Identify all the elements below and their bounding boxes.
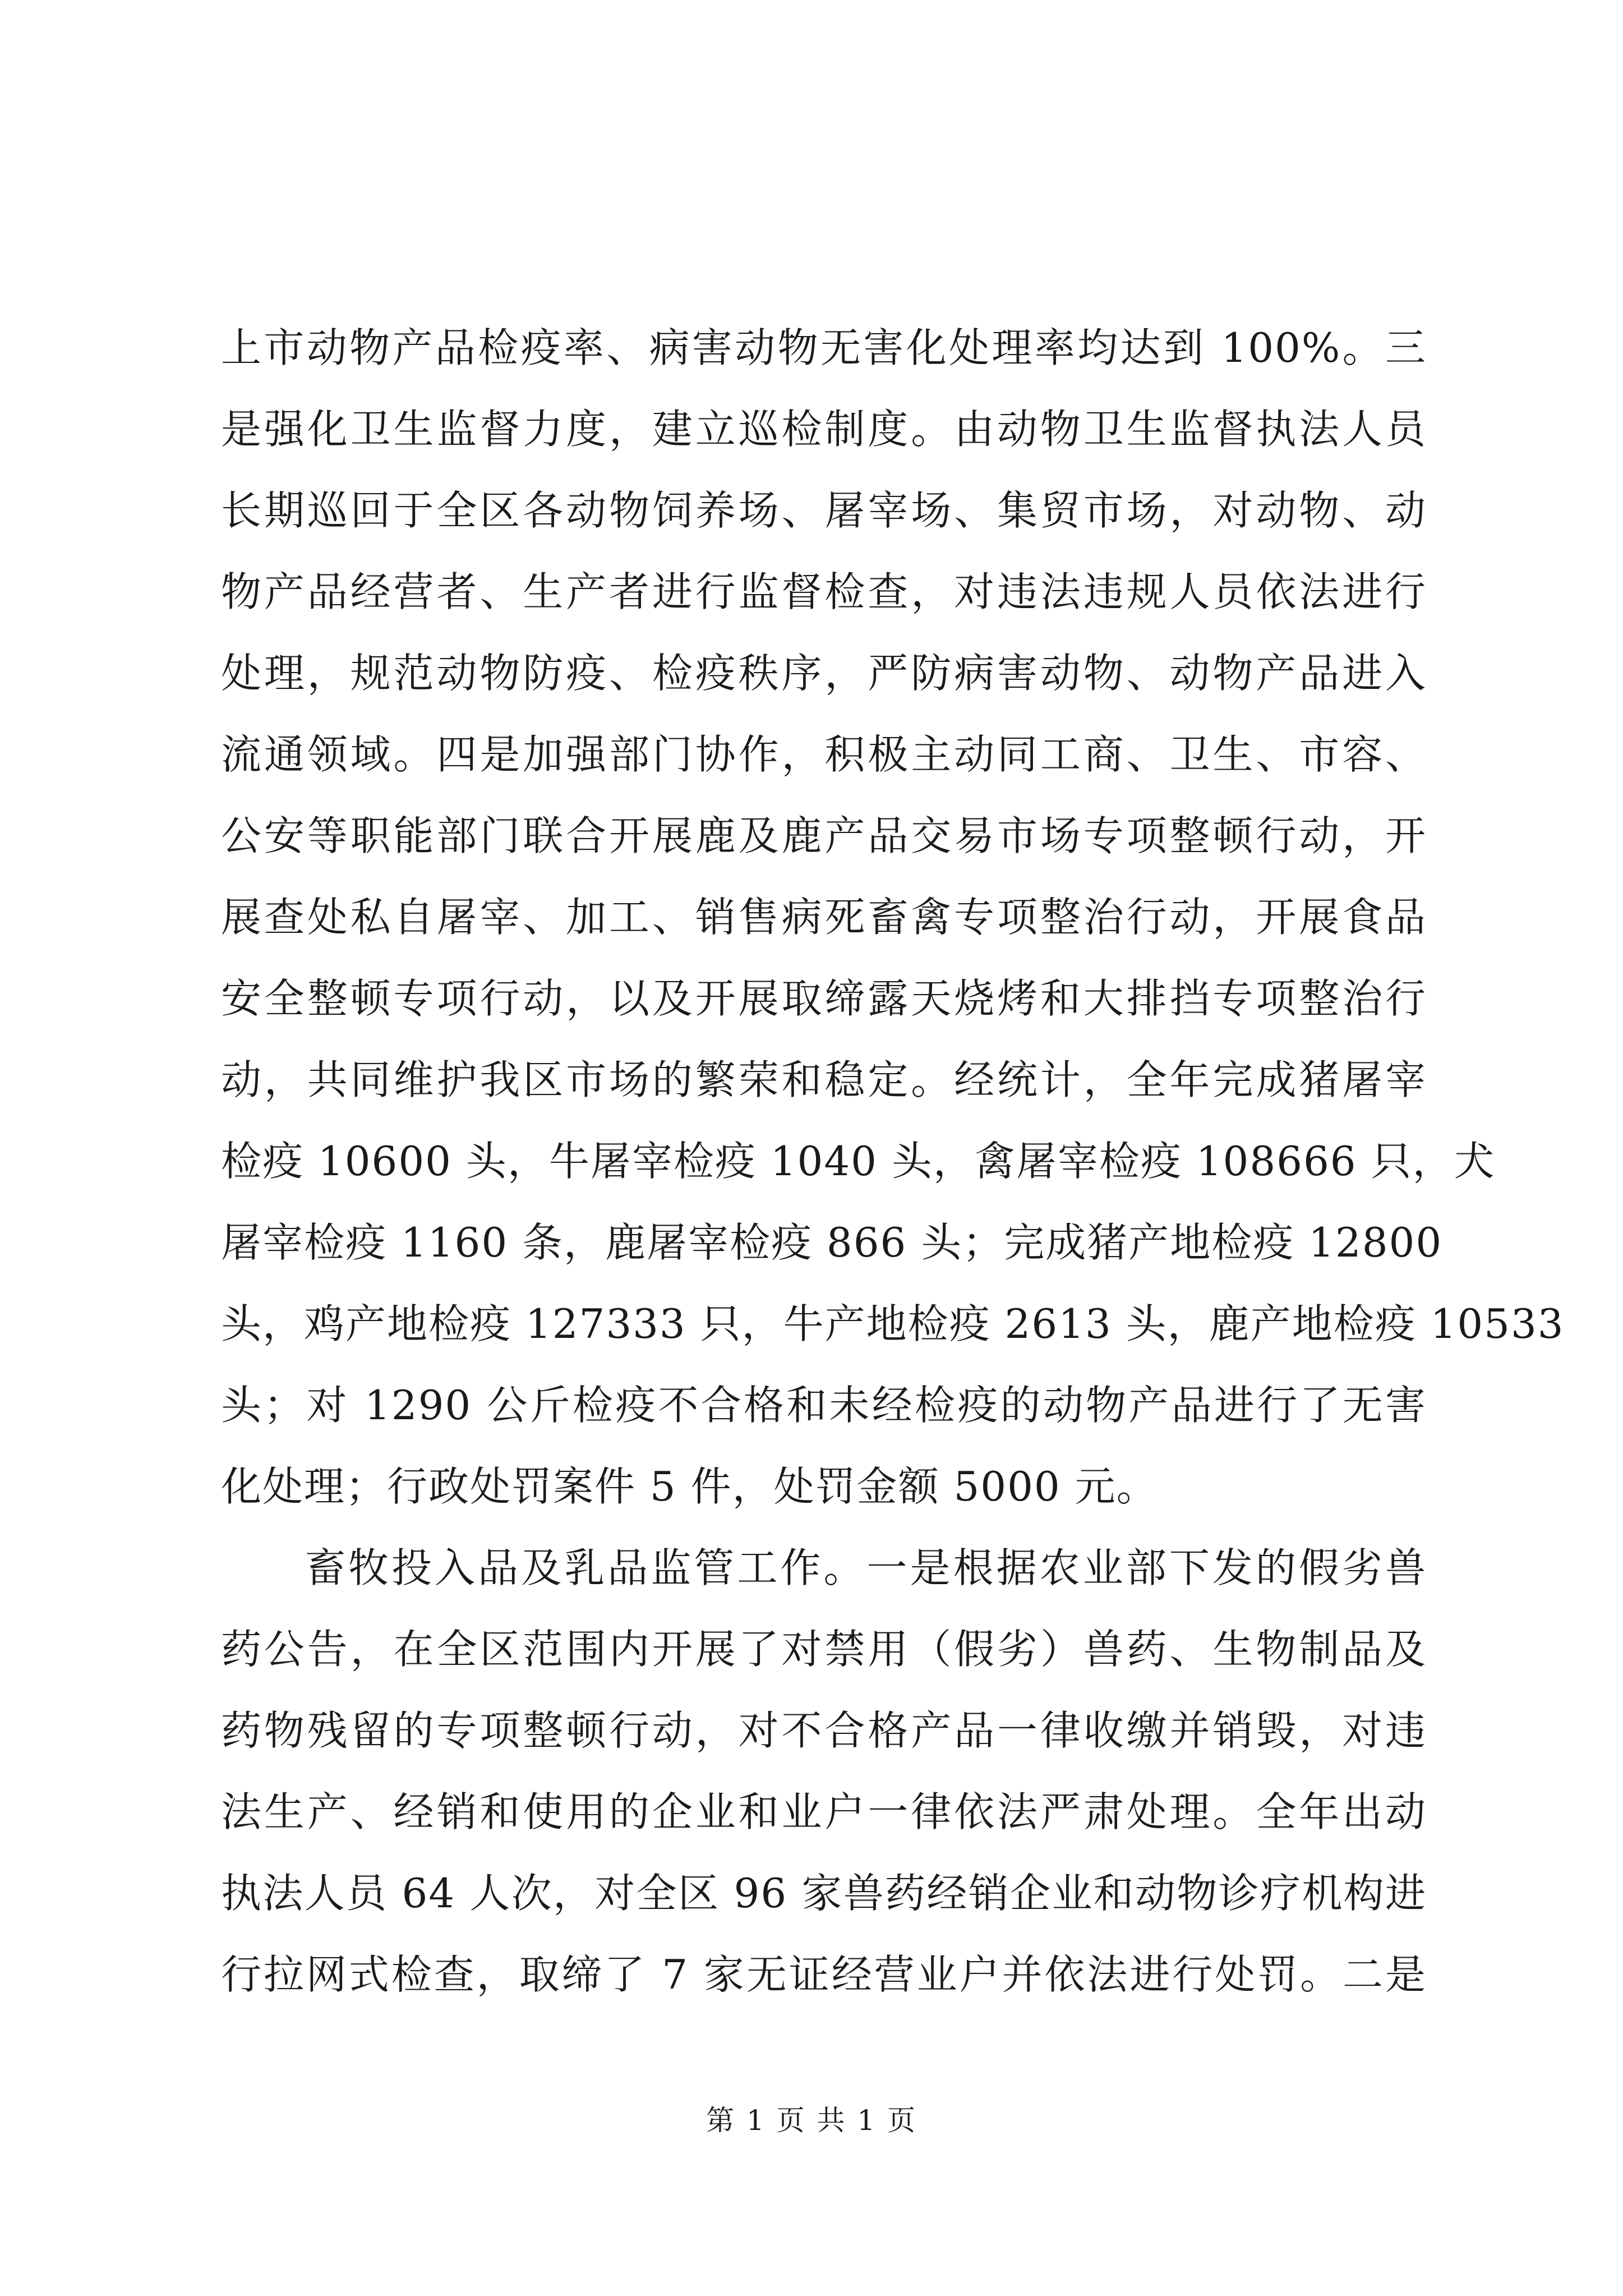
paragraph-1-line-10: 动，共同维护我区市场的繁荣和稳定。经统计，全年完成猪屠宰 (221, 1056, 1427, 1103)
paragraph-1-line-7: 公安等职能部门联合开展鹿及鹿产品交易市场专项整顿行动，开 (221, 812, 1427, 859)
paragraph-1-line-11: 检疫 10600 头，牛屠宰检疫 1040 头，禽屠宰检疫 108666 只，犬 (221, 1138, 1496, 1185)
paragraph-1-line-12: 屠宰检疫 1160 条，鹿屠宰检疫 866 头；完成猪产地检疫 12800 (221, 1219, 1443, 1266)
paragraph-1-line-4: 物产品经营者、生产者进行监督检查，对违法违规人员依法进行 (221, 568, 1427, 615)
paragraph-1-line-8: 展查处私自屠宰、加工、销售病死畜禽专项整治行动，开展食品 (221, 894, 1427, 941)
paragraph-1-line-2: 是强化卫生监督力度，建立巡检制度。由动物卫生监督执法人员 (221, 406, 1427, 453)
document-body (221, 307, 1565, 2016)
paragraph-2-line-6: 行拉网式检查，取缔了 7 家无证经营业户并依法进行处罚。二是 (221, 1951, 1427, 1998)
paragraph-1-line-3: 长期巡回于全区各动物饲养场、屠宰场、集贸市场，对动物、动 (221, 487, 1427, 534)
paragraph-2-line-3: 药物残留的专项整顿行动，对不合格产品一律收缴并销毁，对违 (221, 1707, 1427, 1754)
paragraph-1-line-14: 头；对 1290 公斤检疫不合格和未经检疫的动物产品进行了无害 (221, 1382, 1427, 1429)
paragraph-1-line-1: 上市动物产品检疫率、病害动物无害化处理率均达到 100%。三 (221, 324, 1427, 371)
paragraph-1-line-9: 安全整顿专项行动，以及开展取缔露天烧烤和大排挡专项整治行 (221, 975, 1427, 1022)
paragraph-1-line-15: 化处理；行政处罚案件 5 件，处罚金额 5000 元。 (221, 1463, 1158, 1510)
page-number-label: 第 1 页 共 1 页 (706, 2104, 917, 2137)
paragraph-1-line-6: 流通领域。四是加强部门协作，积极主动同工商、卫生、市容、 (221, 731, 1427, 778)
paragraph-2-line-1: 畜牧投入品及乳品监管工作。一是根据农业部下发的假劣兽 (305, 1544, 1427, 1591)
paragraph-1-line-5: 处理，规范动物防疫、检疫秩序，严防病害动物、动物产品进入 (221, 650, 1427, 697)
paragraph-2-line-5: 执法人员 64 人次，对全区 96 家兽药经销企业和动物诊疗机构进 (221, 1870, 1427, 1917)
page-footer (0, 2101, 1623, 2140)
paragraph-1-line-13: 头，鸡产地检疫 127333 只，牛产地检疫 2613 头，鹿产地检疫 10533 (221, 1300, 1565, 1347)
paragraph-2-line-2: 药公告，在全区范围内开展了对禁用（假劣）兽药、生物制品及 (221, 1626, 1427, 1673)
paragraph-2-line-4: 法生产、经销和使用的企业和业户一律依法严肃处理。全年出动 (221, 1788, 1427, 1835)
